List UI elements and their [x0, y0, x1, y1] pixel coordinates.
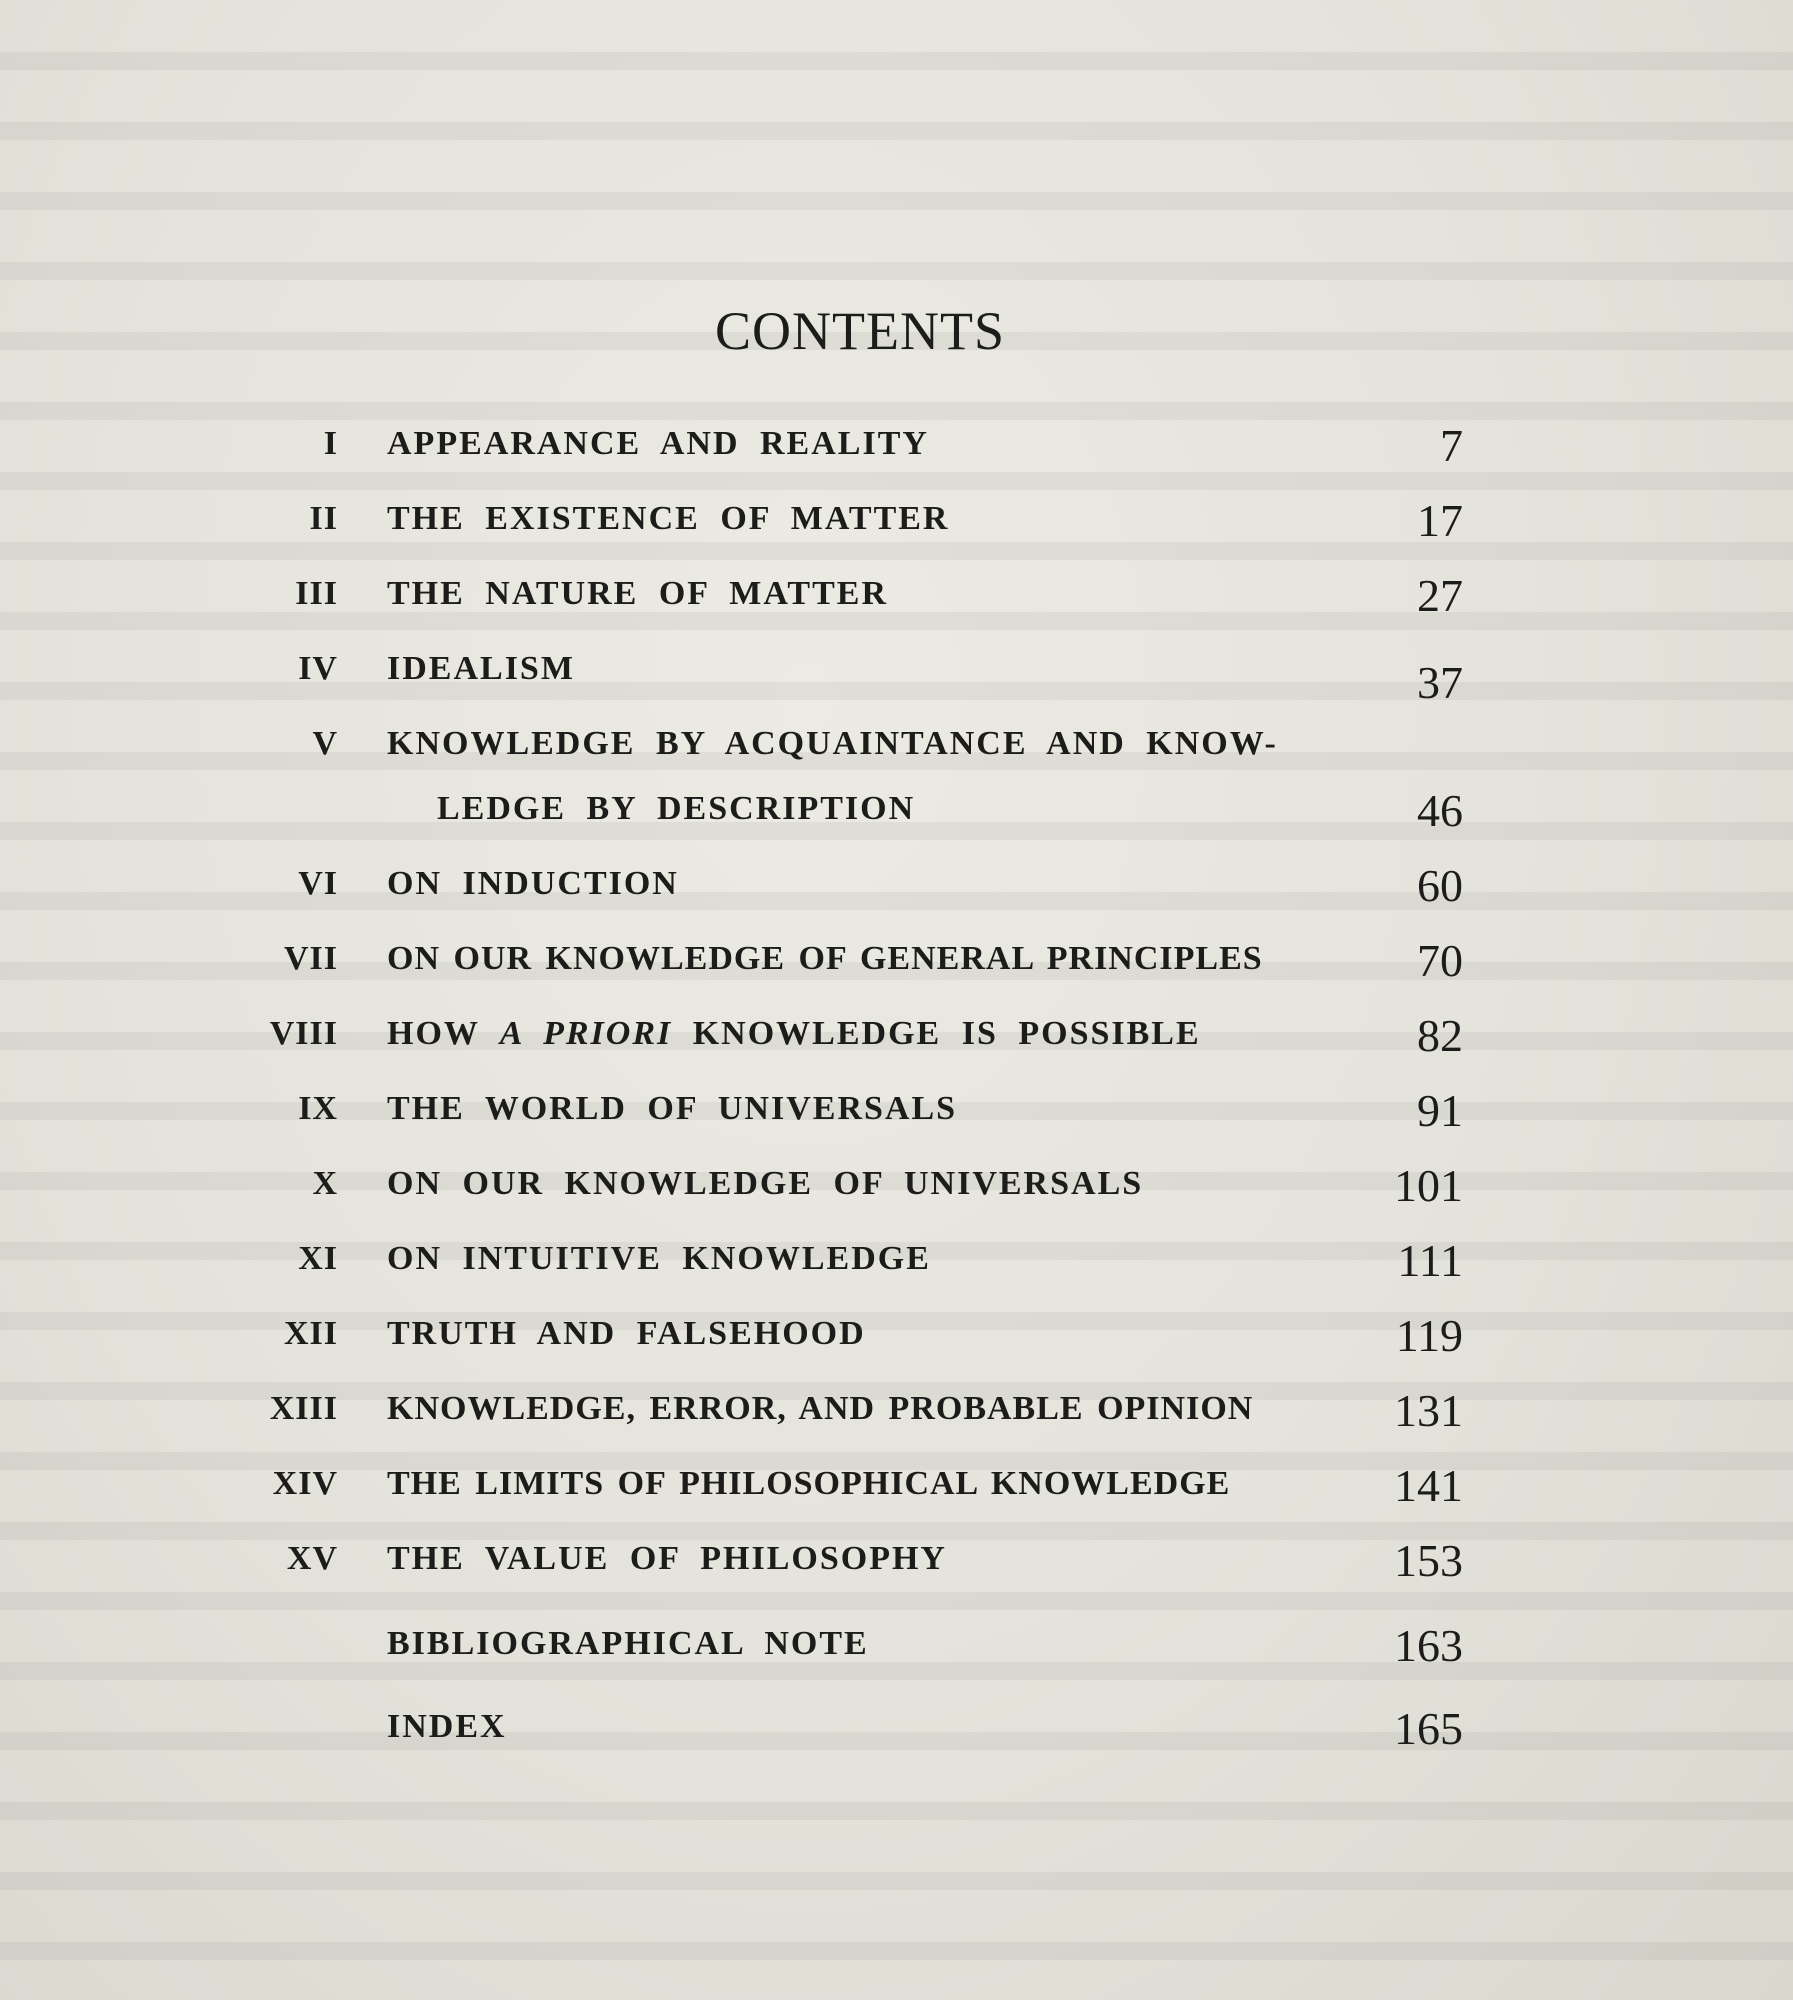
chapter-title: ON INTUITIVE KNOWLEDGE	[387, 1240, 931, 1277]
toc-back-matter-entry	[0, 1620, 1793, 1685]
chapter-number: XI	[298, 1240, 338, 1277]
chapter-title: ON OUR KNOWLEDGE OF UNIVERSALS	[387, 1165, 1144, 1202]
chapter-number: XIV	[272, 1465, 338, 1502]
toc-entry	[0, 1235, 1793, 1300]
toc-entry-continuation	[0, 785, 1793, 850]
page-number: 153	[1394, 1535, 1463, 1586]
toc-entry	[0, 1310, 1793, 1375]
page-number: 60	[1417, 860, 1463, 911]
chapter-title-post: KNOWLEDGE IS POSSIBLE	[692, 1015, 1201, 1052]
toc-entry	[0, 495, 1793, 560]
chapter-number: VI	[298, 865, 338, 902]
chapter-number: VII	[283, 940, 338, 977]
chapter-number: III	[295, 575, 338, 612]
back-matter-title: BIBLIOGRAPHICAL NOTE	[387, 1625, 869, 1662]
chapter-number: IV	[298, 650, 338, 687]
chapter-number: IX	[298, 1090, 338, 1127]
back-matter-title: INDEX	[387, 1708, 507, 1745]
page-number: 163	[1394, 1620, 1463, 1671]
toc-entry	[0, 1010, 1793, 1075]
chapter-title: THE EXISTENCE OF MATTER	[387, 500, 950, 537]
chapter-title-italic: A PRIORI	[499, 1015, 673, 1052]
chapter-number: II	[309, 500, 338, 537]
toc-entry	[0, 420, 1793, 485]
chapter-number: V	[312, 725, 338, 762]
page-number: 119	[1395, 1310, 1463, 1361]
chapter-title: THE LIMITS OF PHILOSOPHICAL KNOWLEDGE	[387, 1465, 1231, 1502]
page-number: 17	[1417, 495, 1463, 546]
toc-entry	[0, 935, 1793, 1000]
chapter-title: KNOWLEDGE, ERROR, AND PROBABLE OPINION	[387, 1390, 1254, 1427]
page-number: 70	[1417, 935, 1463, 986]
toc-back-matter-entry	[0, 1703, 1793, 1768]
toc-entry	[0, 1085, 1793, 1150]
chapter-number: I	[323, 425, 338, 462]
page-number: 141	[1394, 1460, 1463, 1511]
page-number: 101	[1394, 1160, 1463, 1211]
chapter-title: KNOWLEDGE BY ACQUAINTANCE AND KNOW-	[387, 725, 1278, 762]
chapter-title: ON INDUCTION	[387, 865, 679, 902]
chapter-title	[387, 1015, 1201, 1053]
chapter-title: THE NATURE OF MATTER	[387, 575, 889, 612]
chapter-number: VIII	[269, 1015, 338, 1052]
chapter-number: XII	[283, 1315, 338, 1352]
page-number: 165	[1394, 1703, 1463, 1754]
page-number: 46	[1417, 785, 1463, 836]
page-title: CONTENTS	[715, 301, 1005, 361]
chapter-title-pre: HOW	[387, 1015, 480, 1052]
chapter-title: THE WORLD OF UNIVERSALS	[387, 1090, 958, 1127]
chapter-title: IDEALISM	[387, 650, 575, 687]
chapter-title: TRUTH AND FALSEHOOD	[387, 1315, 866, 1352]
page-number: 82	[1417, 1010, 1463, 1061]
chapter-title: APPEARANCE AND REALITY	[387, 425, 929, 462]
toc-entry	[0, 1160, 1793, 1225]
page-number: 37	[1417, 657, 1463, 708]
chapter-title: ON OUR KNOWLEDGE OF GENERAL PRINCIPLES	[387, 940, 1263, 977]
chapter-title-continuation: LEDGE BY DESCRIPTION	[437, 790, 916, 827]
page-number: 7	[1440, 420, 1463, 471]
toc-entry	[0, 570, 1793, 635]
chapter-number: X	[312, 1165, 338, 1202]
toc-entry	[0, 1385, 1793, 1450]
toc-entry	[0, 1535, 1793, 1600]
page-number: 111	[1397, 1235, 1463, 1286]
toc-entry	[0, 860, 1793, 925]
chapter-number: XV	[286, 1540, 338, 1577]
page-number: 27	[1417, 570, 1463, 621]
toc-entry	[0, 1460, 1793, 1525]
chapter-title: THE VALUE OF PHILOSOPHY	[387, 1540, 947, 1577]
toc-entry	[0, 725, 1793, 785]
toc-entry	[0, 650, 1793, 710]
page-number: 131	[1394, 1385, 1463, 1436]
page-number: 91	[1417, 1085, 1463, 1136]
chapter-number: XIII	[269, 1390, 338, 1427]
